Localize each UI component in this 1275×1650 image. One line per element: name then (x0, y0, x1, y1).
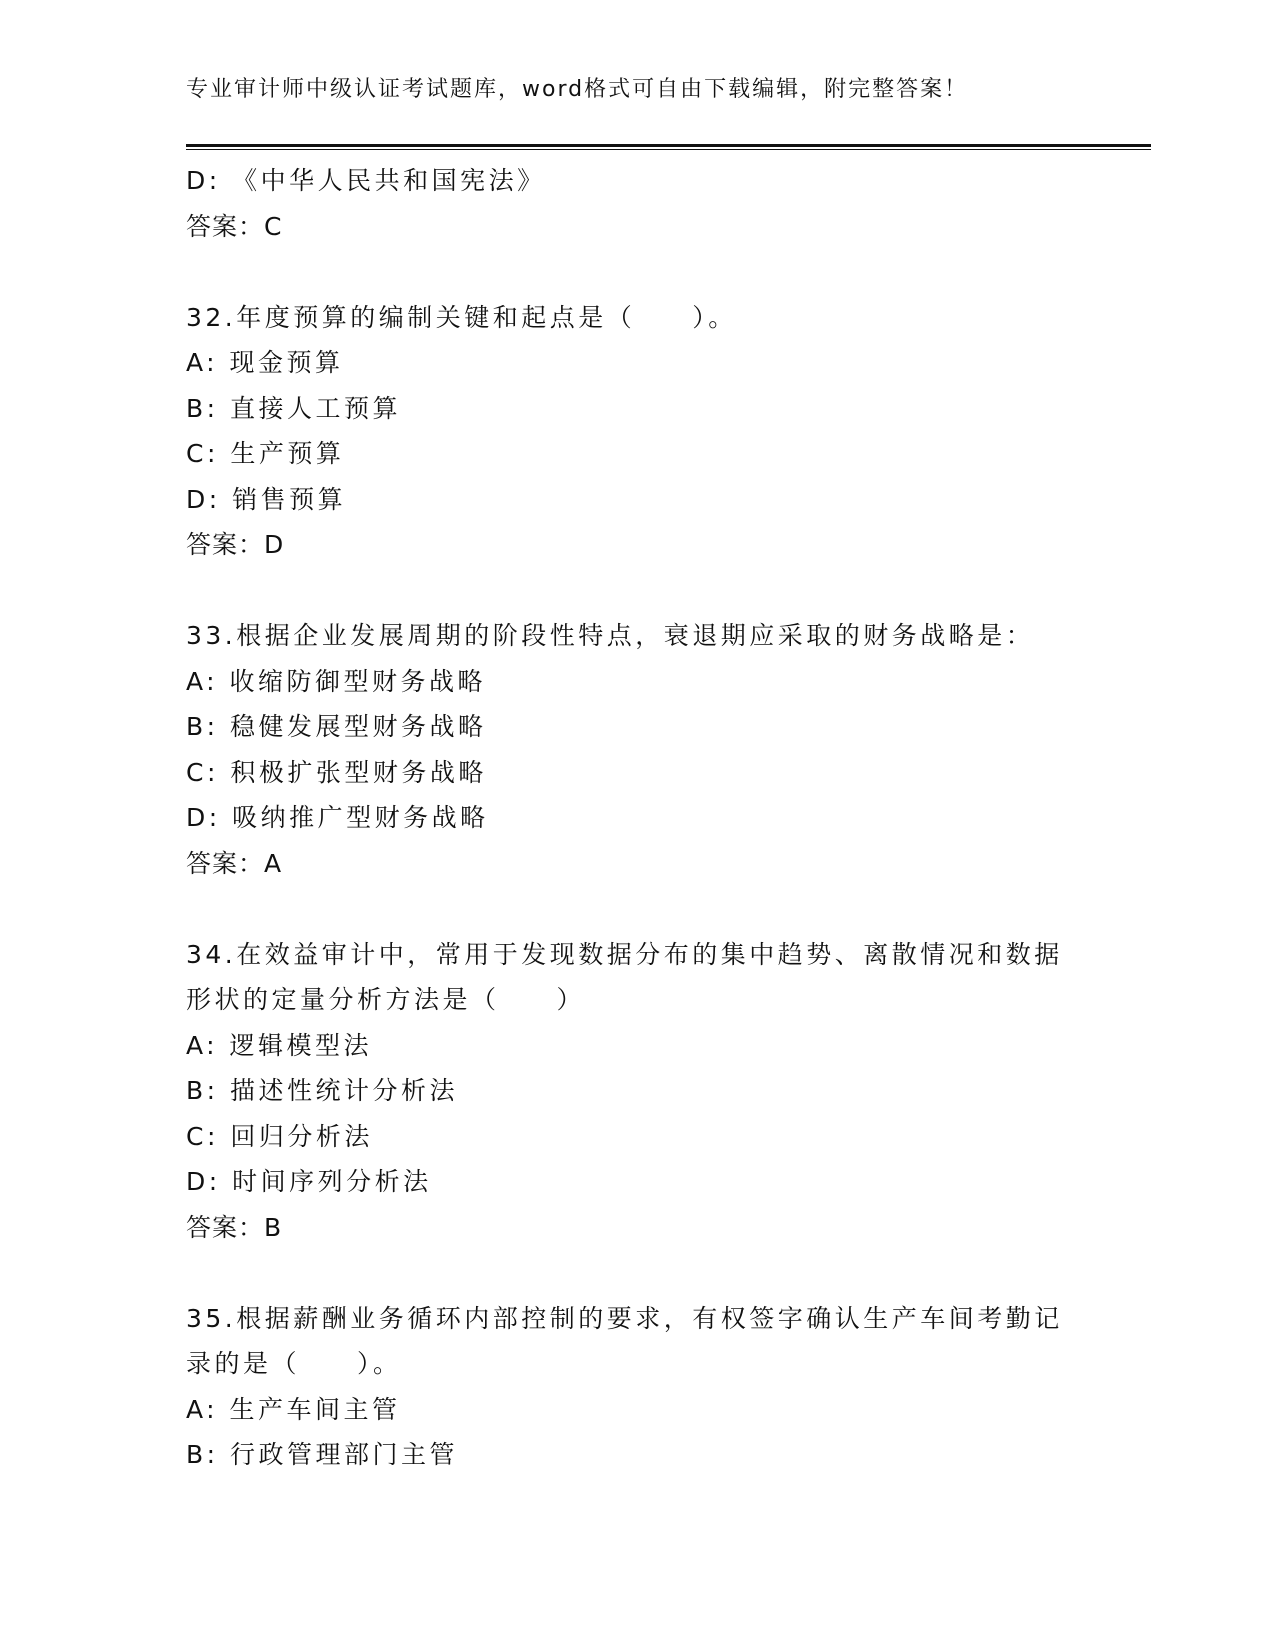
option-d: D: 销售预算 (186, 484, 347, 514)
option-a: A: 收缩防御型财务战略 (186, 666, 487, 696)
question-stem-line-1: 34.在效益审计中，常用于发现数据分布的集中趋势、离散情况和数据 (186, 939, 1063, 969)
answer: 答案：D (186, 530, 285, 559)
question-stem-line-2: 录的是（ ）。 (186, 1349, 402, 1378)
question-stem: 32.年度预算的编制关键和起点是（ ）。 (186, 302, 737, 332)
document-body (186, 158, 1116, 1478)
question-stem: 33.根据企业发展周期的阶段性特点，衰退期应采取的财务战略是： (186, 621, 1035, 650)
option-a: A: 逻辑模型法 (186, 1030, 373, 1060)
prev-option-d: D: 《中华人民共和国宪法》 (186, 166, 546, 195)
spacer (186, 568, 1116, 614)
question-34 (186, 932, 1116, 1251)
option-d: D: 时间序列分析法 (186, 1167, 432, 1196)
question-stem-line-2: 形状的定量分析方法是（ ） (186, 985, 586, 1014)
header-rule-thick (186, 144, 1151, 147)
option-b: B: 行政管理部门主管 (186, 1440, 459, 1469)
option-b: B: 直接人工预算 (186, 393, 402, 423)
question-33 (186, 613, 1116, 886)
spacer (186, 249, 1116, 295)
spacer (186, 1250, 1116, 1296)
option-a: A: 现金预算 (186, 348, 344, 377)
option-b: B: 稳健发展型财务战略 (186, 712, 487, 741)
question-stem-line-1: 35.根据薪酬业务循环内部控制的要求，有权签字确认生产车间考勤记 (186, 1303, 1063, 1333)
answer: 答案：B (186, 1212, 283, 1242)
question-32 (186, 295, 1116, 568)
answer: 答案：A (186, 848, 283, 878)
option-c: C: 积极扩张型财务战略 (186, 757, 487, 787)
option-a: A: 生产车间主管 (186, 1394, 401, 1424)
option-d: D: 吸纳推广型财务战略 (186, 803, 489, 832)
question-35 (186, 1296, 1116, 1478)
option-c: C: 回归分析法 (186, 1121, 373, 1151)
option-c: C: 生产预算 (186, 439, 345, 468)
page-header: 专业审计师中级认证考试题库，word格式可自由下载编辑，附完整答案！ (186, 77, 969, 102)
option-b: B: 描述性统计分析法 (186, 1076, 459, 1105)
prev-answer: 答案：C (186, 211, 283, 241)
header-rule-thin (186, 149, 1151, 150)
spacer (186, 886, 1116, 932)
